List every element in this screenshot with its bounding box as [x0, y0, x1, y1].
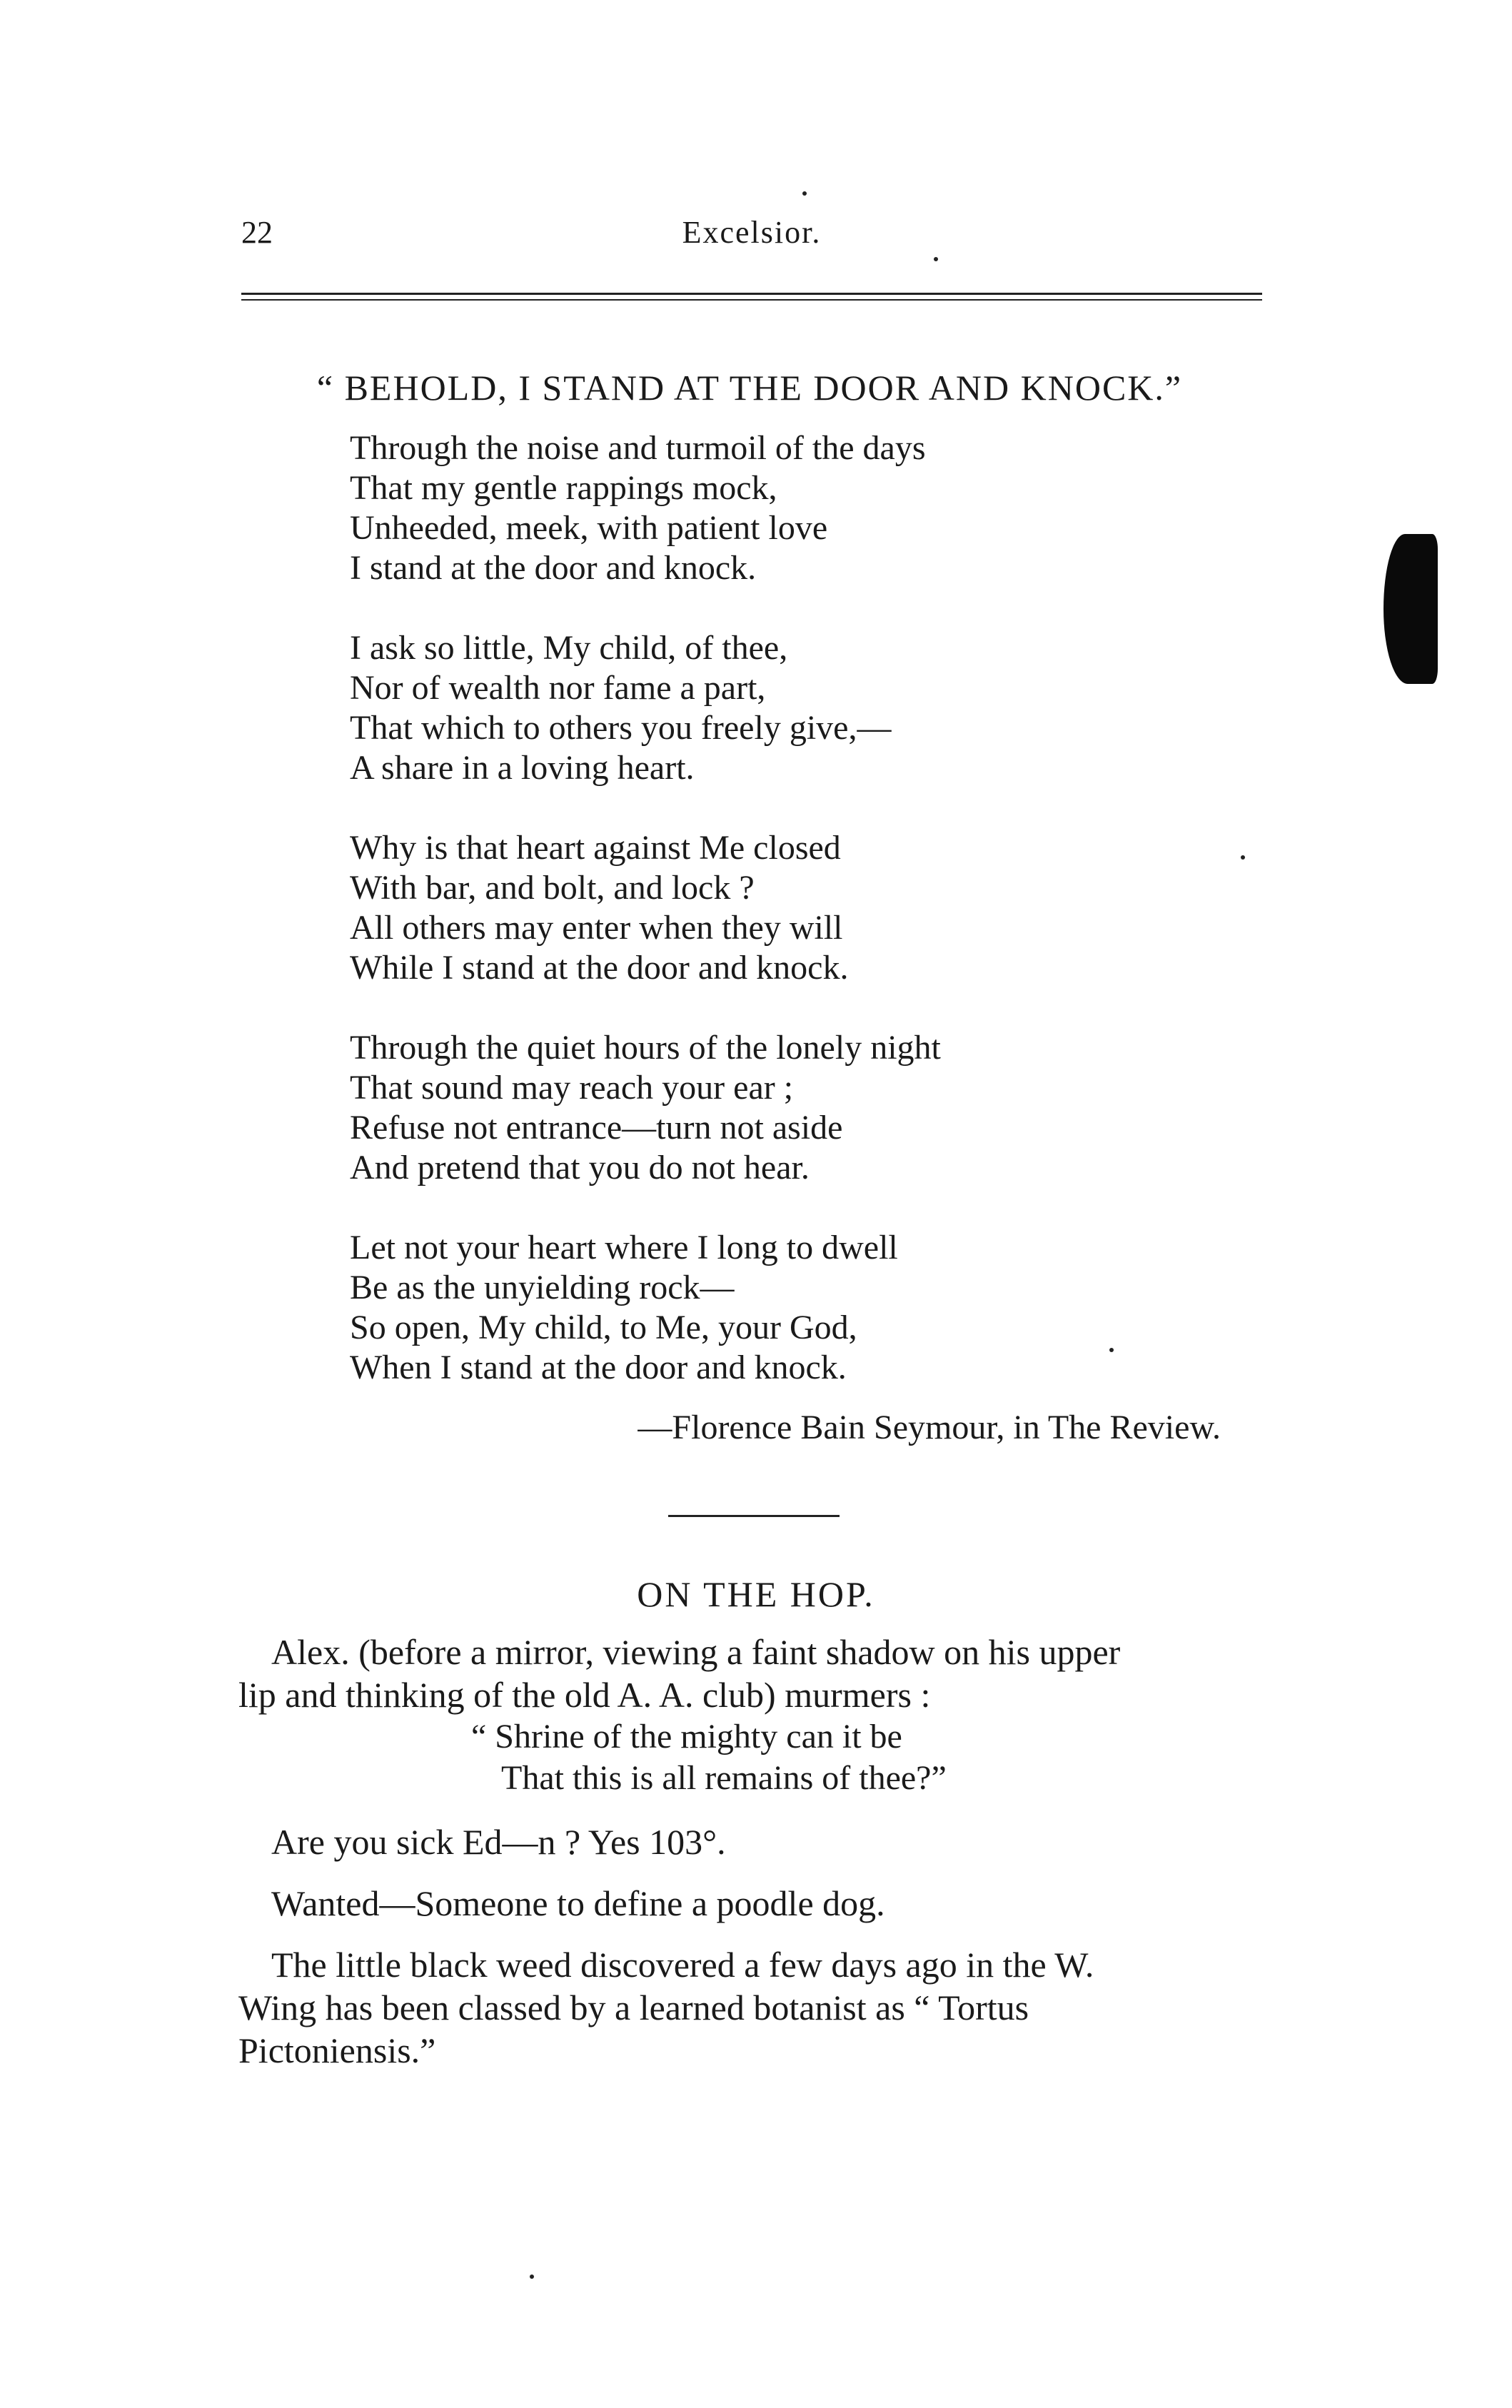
paragraph-alex [238, 1631, 1259, 1716]
poem-line: Through the noise and turmoil of the days [350, 429, 926, 467]
paragraph-line: Are you sick Ed—n ? Yes 103°. [271, 1822, 726, 1862]
poem-line: Refuse not entrance—turn not aside [350, 1109, 843, 1147]
print-speck [530, 2274, 534, 2279]
paragraph-wanted [238, 1882, 1259, 1925]
poem-line: And pretend that you do not hear. [350, 1149, 810, 1187]
stanza-4 [350, 1028, 1278, 1188]
poem-line: When I stand at the door and knock. [350, 1349, 847, 1386]
paragraph-line: The little black weed discovered a few days ago in the W. [271, 1945, 1094, 1985]
poem-title: “ BEHOLD, I STAND AT THE DOOR AND KNOCK.” [316, 368, 1183, 408]
paragraph-sick [238, 1820, 1259, 1863]
header-rule [241, 293, 1262, 301]
poem-line: While I stand at the door and knock. [350, 949, 849, 987]
section-title: ON THE HOP. [637, 1574, 875, 1614]
poem-line: That my gentle rappings mock, [350, 469, 777, 507]
quote-line: “ Shrine of the mighty can it be [471, 1718, 902, 1755]
ink-blot [1384, 534, 1438, 684]
poem-line: With bar, and bolt, and lock ? [350, 869, 755, 907]
poem-line: Be as the unyielding rock— [350, 1269, 735, 1306]
poem-line: Unheeded, meek, with patient love [350, 509, 828, 547]
quote-line: That this is all remains of thee?” [501, 1759, 947, 1797]
stanza-5 [350, 1228, 1278, 1388]
paragraph-weed [238, 1943, 1259, 2072]
print-speck [934, 257, 938, 261]
page-header [241, 214, 1262, 264]
poem-line: A share in a loving heart. [350, 749, 695, 787]
stanza-1 [350, 428, 1278, 588]
print-speck [1109, 1348, 1114, 1352]
paragraph-line: lip and thinking of the old A. A. club) murmers : [238, 1675, 931, 1715]
poem-line: That which to others you freely give,— [350, 709, 892, 747]
paragraph-line: Alex. (before a mirror, viewing a faint shadow on his upper [271, 1632, 1121, 1672]
stanza-2 [350, 628, 1278, 788]
paragraph-line: Wing has been classed by a learned botanist as “ Tortus [238, 1988, 1029, 2027]
poem-line: Why is that heart against Me closed [350, 829, 841, 867]
poem-attribution: —Florence Bain Seymour, in The Review. [637, 1409, 1221, 1446]
poem-line: Through the quiet hours of the lonely night [350, 1029, 941, 1067]
section-divider [668, 1515, 840, 1517]
paragraph-line: Pictoniensis.” [238, 2030, 436, 2070]
poem-line: So open, My child, to Me, your God, [350, 1309, 857, 1346]
poem-line: I ask so little, My child, of thee, [350, 629, 788, 667]
print-speck [802, 191, 807, 196]
verse-quote [471, 1716, 947, 1799]
page-number: 22 [241, 215, 273, 250]
poem-line: That sound may reach your ear ; [350, 1069, 794, 1107]
poem-body [350, 428, 1278, 1428]
poem-line: Let not your heart where I long to dwell [350, 1229, 898, 1266]
poem-line: Nor of wealth nor fame a part, [350, 669, 766, 707]
stanza-3 [350, 828, 1278, 988]
running-head: Excelsior. [682, 215, 822, 250]
poem-line: I stand at the door and knock. [350, 549, 757, 587]
print-speck [1241, 855, 1245, 860]
poem-line: All others may enter when they will [350, 909, 843, 947]
paragraph-line: Wanted—Someone to define a poodle dog. [271, 1883, 885, 1923]
